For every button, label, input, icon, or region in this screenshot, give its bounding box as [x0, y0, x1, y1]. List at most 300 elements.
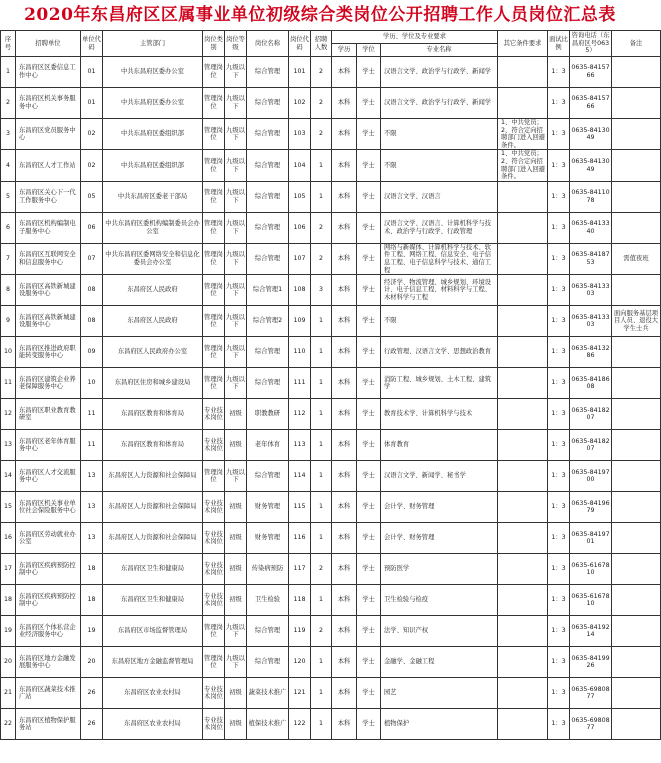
cell-post-name: 财务管理: [247, 523, 289, 554]
cell-major: 汉语言文学、汉语言、计算机科学与技术、政治学与行政学、行政管理: [381, 212, 498, 243]
cell-other: [498, 181, 548, 212]
cell-dept: 中共东昌府区委办公室: [103, 88, 203, 119]
cell-edu: 本科: [332, 585, 357, 616]
cell-ratio: 1：3: [548, 57, 570, 88]
cell-edu: 本科: [332, 150, 357, 181]
cell-count: 2: [311, 57, 332, 88]
table-row: [1, 492, 661, 523]
cell-count: 1: [311, 523, 332, 554]
cell-edu: 本科: [332, 430, 357, 461]
cell-post-code: 101: [289, 57, 311, 88]
cell-post-type: 专业技术岗位: [203, 523, 225, 554]
cell-unit-code: 08: [81, 306, 103, 337]
cell-count: 1: [311, 461, 332, 492]
cell-remark: [612, 275, 661, 306]
cell-ratio: 1：3: [548, 337, 570, 368]
cell-other: [498, 461, 548, 492]
cell-remark: [612, 57, 661, 88]
cell-ratio: 1：3: [548, 368, 570, 399]
cell-seq: 20: [1, 647, 16, 678]
table-row: [1, 585, 661, 616]
cell-unit-code: 01: [81, 88, 103, 119]
cell-edu: 本科: [332, 243, 357, 274]
cell-post-type: 专业技术岗位: [203, 554, 225, 585]
table-row: [1, 212, 661, 243]
cell-edu: 本科: [332, 119, 357, 150]
cell-count: 2: [311, 554, 332, 585]
header-unit-code: 单位代码: [81, 31, 103, 57]
cell-remark: [612, 337, 661, 368]
cell-post-type: 管理岗位: [203, 461, 225, 492]
cell-seq: 4: [1, 150, 16, 181]
cell-edu: 本科: [332, 337, 357, 368]
table-row: [1, 399, 661, 430]
cell-post-code: 122: [289, 709, 311, 740]
cell-post-code: 107: [289, 243, 311, 274]
table-body: [1, 57, 661, 740]
cell-ratio: 1：3: [548, 616, 570, 647]
cell-unit-code: 09: [81, 337, 103, 368]
cell-phone: 0635-8418207: [570, 399, 612, 430]
cell-count: 1: [311, 181, 332, 212]
cell-remark: [612, 212, 661, 243]
cell-unit: 东昌府区高铁新城建设服务中心: [16, 275, 81, 306]
cell-seq: 7: [1, 243, 16, 274]
header-post-type: 岗位类别: [203, 31, 225, 57]
cell-dept: 东昌府区教育和体育局: [103, 399, 203, 430]
cell-unit: 东昌府区地方金融发展服务中心: [16, 647, 81, 678]
header-phone: 咨询电话（东昌府区号0635）: [570, 31, 612, 57]
cell-dept: 东昌府区住房和城乡建设局: [103, 368, 203, 399]
cell-seq: 9: [1, 306, 16, 337]
cell-edu: 本科: [332, 212, 357, 243]
cell-unit-code: 13: [81, 461, 103, 492]
cell-unit-code: 08: [81, 275, 103, 306]
cell-ratio: 1：3: [548, 585, 570, 616]
cell-dept: 中共东昌府区委老干部局: [103, 181, 203, 212]
header-dept: 主管部门: [103, 31, 203, 57]
cell-unit: 东昌府区蔬菜技术推广站: [16, 678, 81, 709]
cell-edu: 本科: [332, 554, 357, 585]
cell-unit-code: 11: [81, 430, 103, 461]
cell-major: 汉语言文学、政治学与行政学、新闻学: [381, 88, 498, 119]
cell-dept: 东昌府区卫生和健康局: [103, 554, 203, 585]
cell-post-level: 九级以下: [225, 88, 247, 119]
cell-unit-code: 18: [81, 554, 103, 585]
cell-dept: 东昌府区市场监督管理局: [103, 616, 203, 647]
cell-unit-code: 20: [81, 647, 103, 678]
cell-remark: [612, 585, 661, 616]
cell-other: [498, 88, 548, 119]
cell-unit: 东昌府区互联网安全和信息服务中心: [16, 243, 81, 274]
cell-dept: 东昌府区农业农村局: [103, 678, 203, 709]
cell-dept: 东昌府区农业农村局: [103, 709, 203, 740]
cell-ratio: 1：3: [548, 150, 570, 181]
cell-post-type: 管理岗位: [203, 275, 225, 306]
cell-unit: 东昌府区关心下一代工作服务中心: [16, 181, 81, 212]
cell-post-level: 九级以下: [225, 647, 247, 678]
cell-ratio: 1：3: [548, 88, 570, 119]
cell-remark: 面向服务基层项目人员、退役大学生士兵: [612, 306, 661, 337]
table-row: [1, 616, 661, 647]
cell-post-code: 120: [289, 647, 311, 678]
cell-unit: 东昌府区老年体育服务中心: [16, 430, 81, 461]
table-row: [1, 709, 661, 740]
cell-count: 2: [311, 212, 332, 243]
cell-ratio: 1：3: [548, 461, 570, 492]
cell-other: [498, 337, 548, 368]
cell-post-name: 综合管理: [247, 119, 289, 150]
cell-post-type: 管理岗位: [203, 243, 225, 274]
table-row: [1, 368, 661, 399]
header-major: 专业名称: [381, 44, 498, 57]
cell-post-name: 卫生检验: [247, 585, 289, 616]
cell-degree: 学士: [357, 461, 381, 492]
cell-phone: 0635-8419679: [570, 492, 612, 523]
cell-degree: 学士: [357, 275, 381, 306]
cell-count: 2: [311, 243, 332, 274]
cell-post-level: 初级: [225, 523, 247, 554]
cell-other: [498, 647, 548, 678]
cell-major: 消防工程、城乡规划、土木工程、建筑学: [381, 368, 498, 399]
cell-unit-code: 13: [81, 492, 103, 523]
cell-seq: 10: [1, 337, 16, 368]
cell-post-type: 专业技术岗位: [203, 709, 225, 740]
cell-post-level: 九级以下: [225, 57, 247, 88]
cell-other: [498, 523, 548, 554]
cell-post-level: 初级: [225, 585, 247, 616]
cell-ratio: 1：3: [548, 430, 570, 461]
cell-ratio: 1：3: [548, 399, 570, 430]
cell-count: 1: [311, 368, 332, 399]
cell-degree: 学士: [357, 647, 381, 678]
cell-ratio: 1：3: [548, 709, 570, 740]
cell-post-name: 老年体育: [247, 430, 289, 461]
cell-count: 1: [311, 492, 332, 523]
cell-unit: 东昌府区人才交流服务中心: [16, 461, 81, 492]
cell-remark: [612, 119, 661, 150]
cell-phone: 0635-8419701: [570, 523, 612, 554]
cell-seq: 15: [1, 492, 16, 523]
cell-ratio: 1：3: [548, 492, 570, 523]
table-row: [1, 119, 661, 150]
cell-post-code: 104: [289, 150, 311, 181]
cell-other: [498, 275, 548, 306]
cell-post-name: 职教教研: [247, 399, 289, 430]
cell-post-name: 综合管理: [247, 243, 289, 274]
cell-degree: 学士: [357, 523, 381, 554]
cell-post-name: 财务管理: [247, 492, 289, 523]
cell-seq: 8: [1, 275, 16, 306]
cell-post-code: 103: [289, 119, 311, 150]
cell-unit: 东昌府区疾病预防控制中心: [16, 585, 81, 616]
cell-remark: [612, 399, 661, 430]
cell-post-code: 119: [289, 616, 311, 647]
cell-post-level: 九级以下: [225, 275, 247, 306]
cell-edu: 本科: [332, 306, 357, 337]
cell-unit: 东昌府区建筑企业养老保障服务中心: [16, 368, 81, 399]
cell-dept: 中共东昌府区委组织部: [103, 150, 203, 181]
cell-count: 2: [311, 119, 332, 150]
cell-seq: 19: [1, 616, 16, 647]
cell-remark: [612, 709, 661, 740]
cell-edu: 本科: [332, 57, 357, 88]
cell-post-code: 105: [289, 181, 311, 212]
cell-dept: 东昌府区教育和体育局: [103, 430, 203, 461]
cell-edu: 本科: [332, 181, 357, 212]
cell-phone: 0635-8415766: [570, 88, 612, 119]
cell-major: 不限: [381, 119, 498, 150]
cell-post-type: 管理岗位: [203, 181, 225, 212]
cell-remark: [612, 554, 661, 585]
cell-remark: [612, 492, 661, 523]
cell-ratio: 1：3: [548, 119, 570, 150]
cell-unit-code: 19: [81, 616, 103, 647]
cell-post-name: 植保技术推广: [247, 709, 289, 740]
header-post-code: 岗位代码: [289, 31, 311, 57]
cell-unit: 东昌府区疾病预防控制中心: [16, 554, 81, 585]
table-row: [1, 306, 661, 337]
cell-post-level: 九级以下: [225, 616, 247, 647]
cell-unit-code: 02: [81, 119, 103, 150]
cell-post-name: 综合管理: [247, 647, 289, 678]
cell-remark: [612, 88, 661, 119]
cell-unit-code: 26: [81, 678, 103, 709]
cell-post-name: 综合管理: [247, 616, 289, 647]
cell-post-level: 初级: [225, 709, 247, 740]
cell-post-name: 综合管理: [247, 337, 289, 368]
cell-count: 2: [311, 88, 332, 119]
cell-post-name: 综合管理: [247, 181, 289, 212]
cell-post-code: 110: [289, 337, 311, 368]
cell-major: 不限: [381, 306, 498, 337]
cell-post-name: 综合管理1: [247, 275, 289, 306]
cell-other: [498, 492, 548, 523]
cell-phone: 0635-8419700: [570, 461, 612, 492]
table-row: [1, 57, 661, 88]
cell-count: 1: [311, 647, 332, 678]
cell-dept: 东昌府区人民政府: [103, 306, 203, 337]
cell-major: 金融学、金融工程: [381, 647, 498, 678]
cell-phone: 0635-8418207: [570, 430, 612, 461]
cell-unit: 东昌府区推进政府职能转变服务中心: [16, 337, 81, 368]
cell-post-type: 专业技术岗位: [203, 492, 225, 523]
cell-post-type: 专业技术岗位: [203, 399, 225, 430]
cell-post-level: 九级以下: [225, 150, 247, 181]
cell-major: 教育技术学、计算机科学与技术: [381, 399, 498, 430]
cell-dept: 东昌府区地方金融监督管理局: [103, 647, 203, 678]
cell-other: [498, 616, 548, 647]
cell-unit-code: 13: [81, 523, 103, 554]
cell-degree: 学士: [357, 57, 381, 88]
cell-remark: [612, 616, 661, 647]
header-unit: 招聘单位: [16, 31, 81, 57]
table-row: [1, 554, 661, 585]
cell-phone: 0635-8415766: [570, 57, 612, 88]
cell-degree: 学士: [357, 585, 381, 616]
cell-remark: [612, 150, 661, 181]
cell-post-name: 综合管理2: [247, 306, 289, 337]
cell-ratio: 1：3: [548, 275, 570, 306]
cell-dept: 中共东昌府区委组织部: [103, 119, 203, 150]
header-post-level: 岗位等级: [225, 31, 247, 57]
cell-unit: 东昌府区人才工作站: [16, 150, 81, 181]
cell-post-name: 综合管理: [247, 368, 289, 399]
cell-post-level: 九级以下: [225, 306, 247, 337]
cell-count: 1: [311, 306, 332, 337]
cell-post-type: 管理岗位: [203, 616, 225, 647]
cell-seq: 11: [1, 368, 16, 399]
cell-remark: [612, 647, 661, 678]
cell-post-level: 九级以下: [225, 461, 247, 492]
page-title: 2020年东昌府区区属事业单位初级综合类岗位公开招聘工作人员岗位汇总表: [24, 5, 616, 25]
cell-degree: 学士: [357, 119, 381, 150]
cell-unit-code: 02: [81, 150, 103, 181]
cell-seq: 1: [1, 57, 16, 88]
cell-phone: 0635-6980877: [570, 678, 612, 709]
cell-major: 汉语言文学、新闻学、秘书学: [381, 461, 498, 492]
cell-major: 行政管理、汉语言文学、思想政治教育: [381, 337, 498, 368]
cell-dept: 东昌府区卫生和健康局: [103, 585, 203, 616]
cell-unit: 东昌府区个体私营企业经济服务中心: [16, 616, 81, 647]
cell-post-type: 专业技术岗位: [203, 585, 225, 616]
cell-post-type: 专业技术岗位: [203, 678, 225, 709]
cell-post-type: 专业技术岗位: [203, 430, 225, 461]
cell-edu: 本科: [332, 709, 357, 740]
cell-post-type: 管理岗位: [203, 119, 225, 150]
cell-post-level: 初级: [225, 554, 247, 585]
cell-remark: [612, 461, 661, 492]
cell-degree: 学士: [357, 212, 381, 243]
cell-post-level: 九级以下: [225, 368, 247, 399]
cell-other: [498, 430, 548, 461]
cell-post-level: 九级以下: [225, 212, 247, 243]
cell-count: 1: [311, 709, 332, 740]
table-row: [1, 243, 661, 274]
header-seq: 序号: [1, 31, 16, 57]
cell-ratio: 1：3: [548, 554, 570, 585]
cell-ratio: 1：3: [548, 523, 570, 554]
cell-dept: 东昌府区人力资源和社会保障局: [103, 523, 203, 554]
cell-seq: 2: [1, 88, 16, 119]
cell-unit: 东昌府区机构编制电子服务中心: [16, 212, 81, 243]
cell-major: 体育教育: [381, 430, 498, 461]
cell-remark: [612, 368, 661, 399]
cell-post-name: 综合管理: [247, 461, 289, 492]
cell-unit-code: 06: [81, 212, 103, 243]
cell-dept: 东昌府区人力资源和社会保障局: [103, 492, 203, 523]
cell-other: [498, 585, 548, 616]
cell-post-level: 九级以下: [225, 243, 247, 274]
cell-other: 1、中共党员；2、符合定向招聘部门进入回避条件。: [498, 119, 548, 150]
header-remark: 备注: [612, 31, 661, 57]
cell-ratio: 1：3: [548, 306, 570, 337]
cell-post-level: 初级: [225, 492, 247, 523]
table-row: [1, 150, 661, 181]
cell-post-type: 管理岗位: [203, 212, 225, 243]
cell-seq: 14: [1, 461, 16, 492]
cell-seq: 5: [1, 181, 16, 212]
cell-seq: 22: [1, 709, 16, 740]
cell-post-level: 初级: [225, 678, 247, 709]
cell-post-name: 传染病预防: [247, 554, 289, 585]
cell-dept: 东昌府区人力资源和社会保障局: [103, 461, 203, 492]
cell-remark: 需值夜班: [612, 243, 661, 274]
cell-edu: 本科: [332, 647, 357, 678]
cell-post-code: 117: [289, 554, 311, 585]
cell-seq: 13: [1, 430, 16, 461]
cell-unit-code: 18: [81, 585, 103, 616]
cell-degree: 学士: [357, 678, 381, 709]
cell-major: 汉语言文学、汉语言: [381, 181, 498, 212]
cell-unit: 东昌府区机关事业单位社会保险服务中心: [16, 492, 81, 523]
cell-phone: 0635-6167810: [570, 585, 612, 616]
cell-remark: [612, 523, 661, 554]
cell-unit: 东昌府区职业教育教研室: [16, 399, 81, 430]
cell-post-level: 九级以下: [225, 119, 247, 150]
cell-ratio: 1：3: [548, 181, 570, 212]
cell-phone: 0635-8413049: [570, 119, 612, 150]
cell-ratio: 1：3: [548, 647, 570, 678]
cell-other: [498, 368, 548, 399]
header-count: 招聘人数: [311, 31, 332, 57]
cell-major: 法学、知识产权: [381, 616, 498, 647]
cell-post-code: 113: [289, 430, 311, 461]
cell-post-level: 九级以下: [225, 337, 247, 368]
header-post-name: 岗位名称: [247, 31, 289, 57]
cell-degree: 学士: [357, 399, 381, 430]
cell-post-type: 管理岗位: [203, 57, 225, 88]
cell-count: 1: [311, 337, 332, 368]
cell-ratio: 1：3: [548, 212, 570, 243]
cell-count: 1: [311, 585, 332, 616]
cell-degree: 学士: [357, 150, 381, 181]
cell-phone: 0635-8413049: [570, 150, 612, 181]
cell-post-level: 初级: [225, 430, 247, 461]
cell-degree: 学士: [357, 616, 381, 647]
cell-unit: 东昌府区劳动就业办公室: [16, 523, 81, 554]
table-row: [1, 337, 661, 368]
cell-phone: 0635-6167810: [570, 554, 612, 585]
cell-degree: 学士: [357, 430, 381, 461]
table-row: [1, 461, 661, 492]
cell-post-type: 管理岗位: [203, 88, 225, 119]
cell-other: [498, 678, 548, 709]
cell-major: 不限: [381, 150, 498, 181]
cell-major: 经济学、物流管理、城乡规划、环境设计、电子信息工程、材料科学与工程、木材科学与工程: [381, 275, 498, 306]
cell-post-level: 九级以下: [225, 181, 247, 212]
cell-phone: 0635-8418608: [570, 368, 612, 399]
cell-ratio: 1：3: [548, 678, 570, 709]
cell-unit-code: 10: [81, 368, 103, 399]
table-row: [1, 523, 661, 554]
cell-phone: 0635-8413286: [570, 337, 612, 368]
cell-post-name: 蔬菜技术推广: [247, 678, 289, 709]
cell-seq: 17: [1, 554, 16, 585]
cell-post-name: 综合管理: [247, 88, 289, 119]
cell-degree: 学士: [357, 368, 381, 399]
cell-post-code: 112: [289, 399, 311, 430]
cell-phone: 0635-8411078: [570, 181, 612, 212]
cell-remark: [612, 430, 661, 461]
cell-dept: 东昌府区人民政府: [103, 275, 203, 306]
cell-post-name: 综合管理: [247, 57, 289, 88]
cell-dept: 中共东昌府区委办公室: [103, 57, 203, 88]
cell-edu: 本科: [332, 461, 357, 492]
cell-count: 2: [311, 616, 332, 647]
cell-major: 预防医学: [381, 554, 498, 585]
cell-major: 网络与新媒体、计算机科学与技术、软件工程、网络工程、信息安全、电子信息工程、电子信息科学与技术、通信工程: [381, 243, 498, 274]
